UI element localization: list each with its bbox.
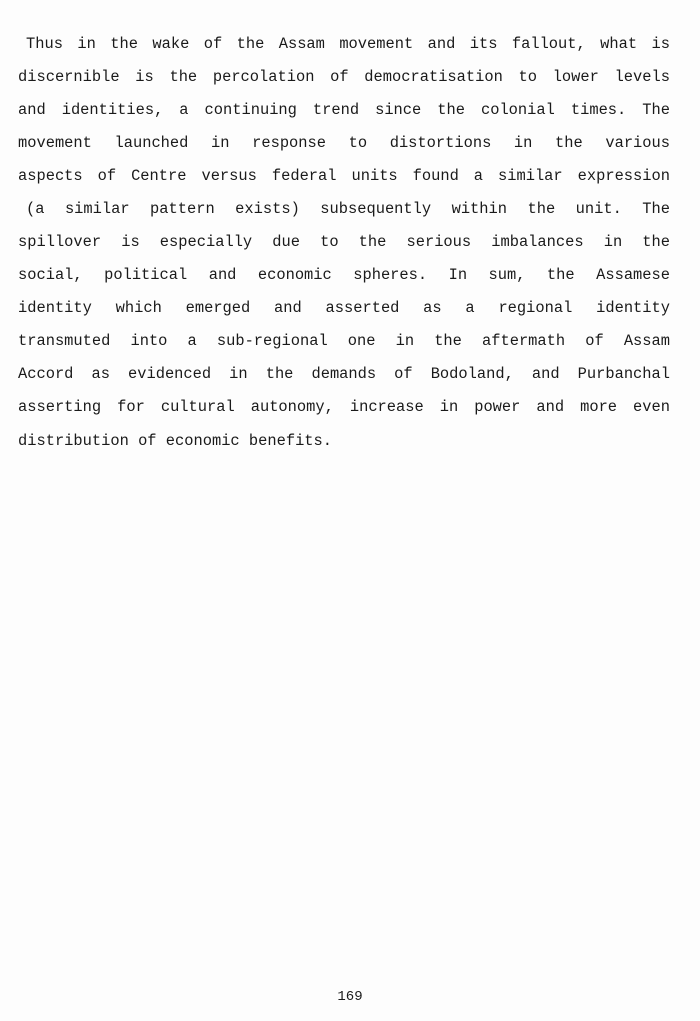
paragraph-line: identity which emerged and asserted as a regional identity (18, 299, 670, 317)
paragraph-line: discernible is the percolation of democratisation to lower levels (18, 68, 670, 86)
paragraph-line: distribution of economic benefits. (18, 432, 333, 450)
paragraph-line: Thus in the wake of the Assam movement and its fallout, what is (26, 35, 670, 53)
paragraph-line: spillover is especially due to the serious imbalances in the (18, 233, 670, 251)
paragraph-line: and identities, a continuing trend since the colonial times. The (18, 101, 670, 119)
paragraph-line: transmuted into a sub-regional one in the aftermath of Assam (18, 332, 670, 350)
page-number: 169 (337, 989, 363, 1005)
paragraph-line: Accord as evidenced in the demands of Bodoland, and Purbanchal (18, 365, 670, 383)
paragraph-line: (a similar pattern exists) subsequently within the unit. The (26, 200, 670, 218)
paragraph-line: asserting for cultural autonomy, increase in power and more even (18, 398, 670, 416)
paragraph-line: social, political and economic spheres. In sum, the Assamese (18, 266, 670, 284)
paragraph-line: movement launched in response to distortions in the various (18, 134, 670, 152)
paragraph-line: aspects of Centre versus federal units found a similar expression (18, 167, 670, 185)
